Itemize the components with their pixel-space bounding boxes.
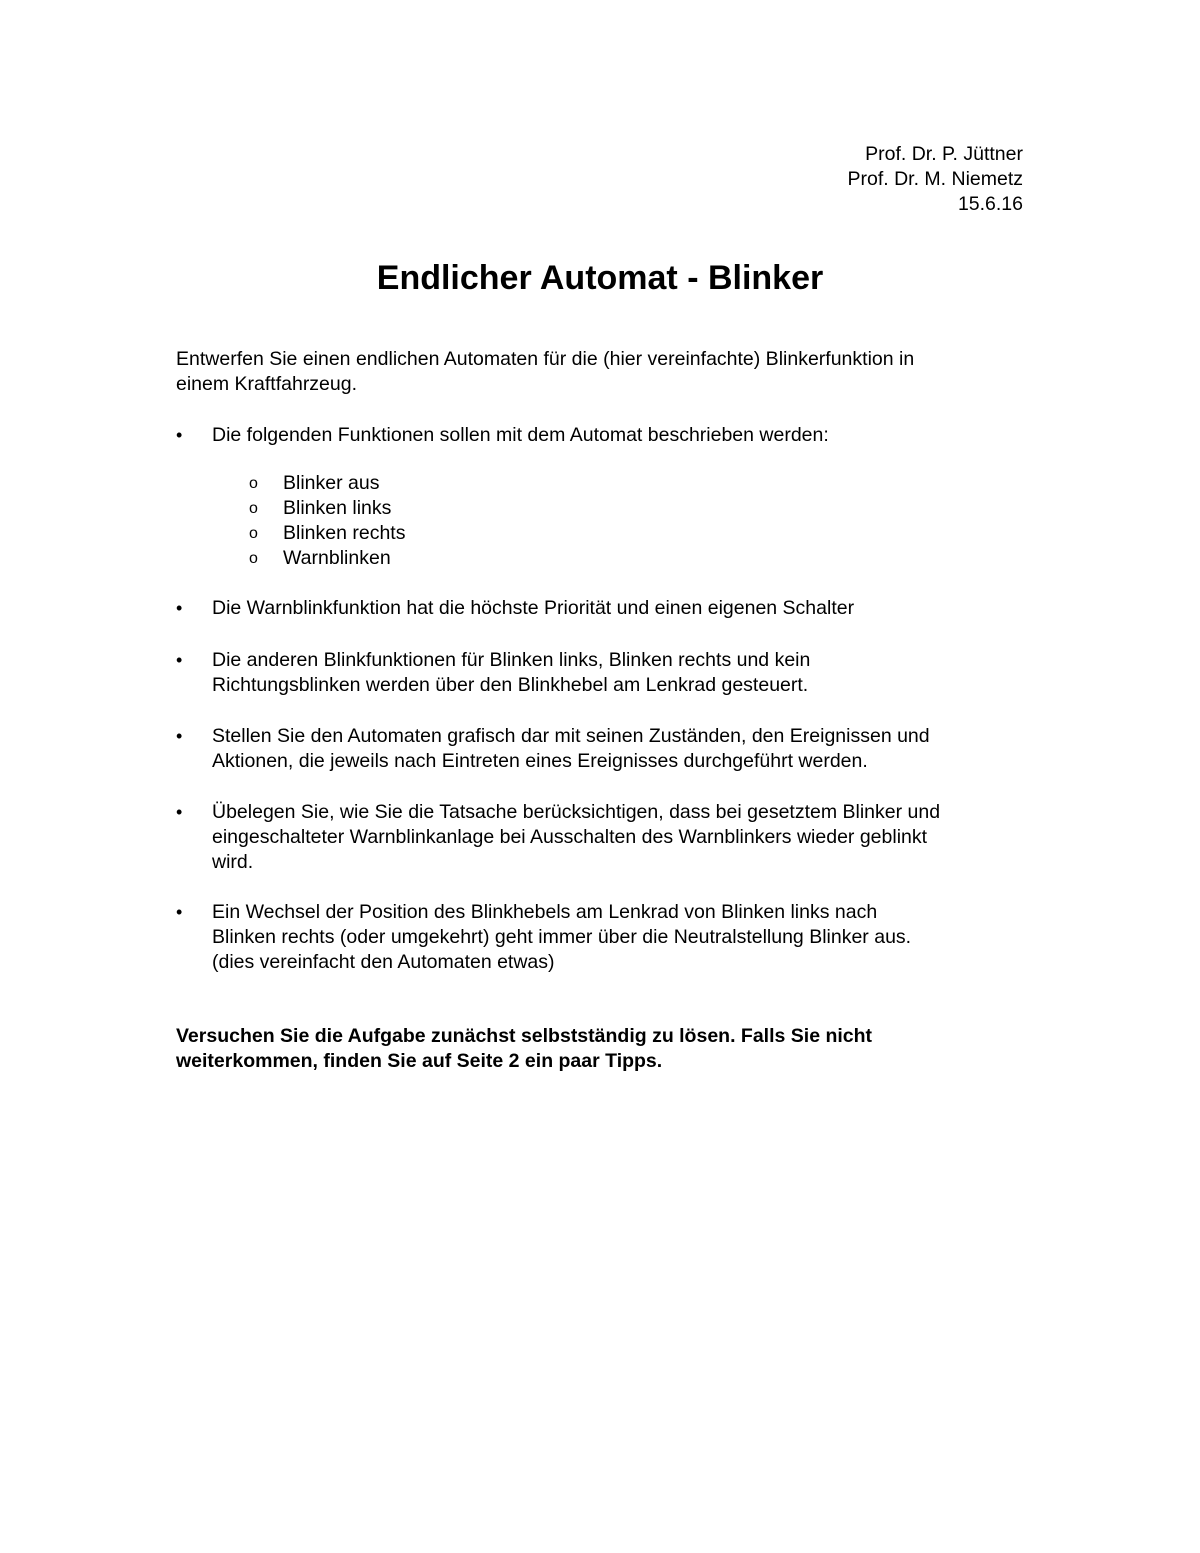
sub-bullet-icon: o [249,500,258,517]
bullet-icon: • [176,598,183,618]
date: 15.6.16 [957,193,1023,215]
bullet-text-line: Die Warnblinkfunktion hat die höchste Priorität und einen eigenen Schalter [212,597,855,619]
note-line: weiterkommen, finden Sie auf Seite 2 ein paar Tipps. [176,1050,663,1072]
sub-list-item: Blinker aus [283,472,380,494]
page-title: Endlicher Automat - Blinker [376,259,824,297]
bullet-text-line: Blinken rechts (oder umgekehrt) geht immer über die Neutralstellung Blinker aus. [212,926,912,948]
bullet-text-line: Die anderen Blinkfunktionen für Blinken links, Blinken rechts und kein [212,649,811,671]
sub-bullet-icon: o [249,525,258,542]
bullet-text-line: Richtungsblinken werden über den Blinkhebel am Lenkrad gesteuert. [212,674,809,696]
bullet-text-line: eingeschalteter Warnblinkanlage bei Ausschalten des Warnblinkers wieder geblinkt [212,826,928,848]
bullet-text-line: Die folgenden Funktionen sollen mit dem Automat beschrieben werden: [212,424,829,446]
author-1: Prof. Dr. P. Jüttner [865,143,1023,165]
sub-bullet-icon: o [249,475,258,492]
sub-bullet-icon: o [249,550,258,567]
bullet-icon: • [176,902,183,922]
intro-line: einem Kraftfahrzeug. [176,373,358,395]
sub-list-item: Blinken links [283,497,392,519]
bullet-icon: • [176,802,183,822]
bullet-icon: • [176,726,183,746]
sub-list-item: Blinken rechts [283,522,406,544]
bullet-icon: • [176,650,183,670]
bullet-icon: • [176,425,183,445]
author-2: Prof. Dr. M. Niemetz [847,168,1023,190]
bullet-text-line: Ein Wechsel der Position des Blinkhebels am Lenkrad von Blinken links nach [212,901,878,923]
sub-list-item: Warnblinken [283,547,391,569]
note-line: Versuchen Sie die Aufgabe zunächst selbstständig zu lösen. Falls Sie nicht [176,1025,873,1047]
intro-line: Entwerfen Sie einen endlichen Automaten für die (hier vereinfachte) Blinkerfunktion in [176,348,915,370]
bullet-text-line: (dies vereinfacht den Automaten etwas) [212,951,555,973]
bullet-text-line: wird. [212,851,254,873]
bullet-text-line: Übelegen Sie, wie Sie die Tatsache berücksichtigen, dass bei gesetztem Blinker und [212,801,941,823]
bullet-text-line: Stellen Sie den Automaten grafisch dar mit seinen Zuständen, den Ereignissen und [212,725,930,747]
bullet-text-line: Aktionen, die jeweils nach Eintreten eines Ereignisses durchgeführt werden. [212,750,868,772]
